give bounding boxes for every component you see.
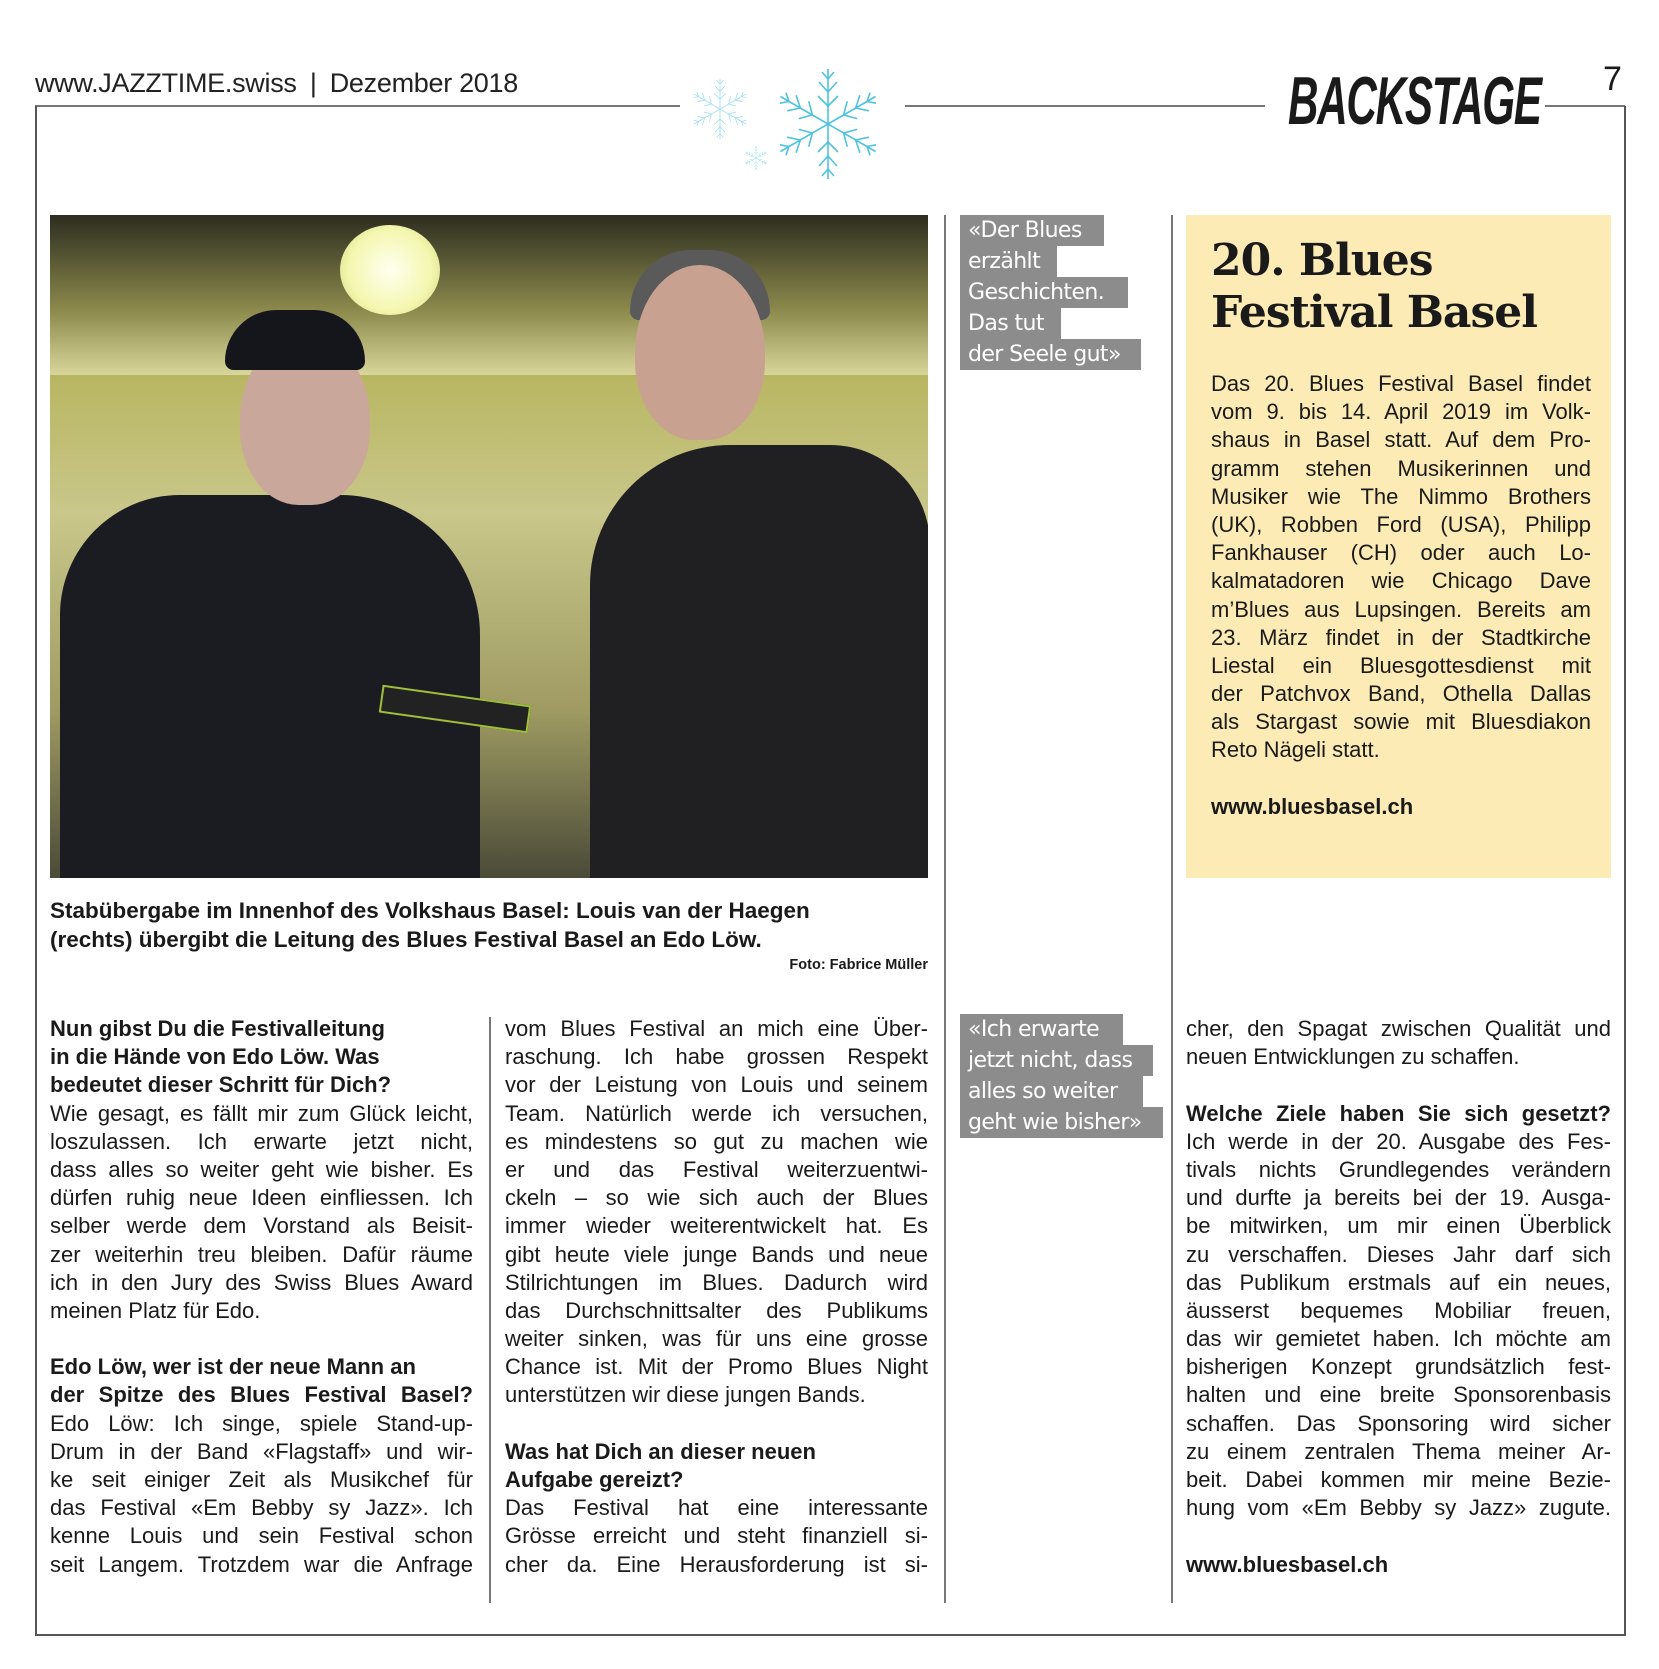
- text-line: äusserst bequemes Mobiliar freuen,: [1186, 1297, 1611, 1323]
- text-line: als Stargast sowie mit Bluesdiakon: [1211, 709, 1591, 735]
- text-line: Chance ist. Mit der Promo Blues Night: [505, 1354, 928, 1380]
- text-line: raschung. Ich habe grossen Respekt: [505, 1044, 928, 1070]
- text-line: der Patchvox Band, Othella Dallas: [1211, 681, 1591, 707]
- photo-caption: Stabübergabe im Innenhof des Volkshaus Basel: Louis van der Haegen (rechts) übergibt die Leitung des Blues Festival Basel an Edo Löw.: [50, 898, 810, 952]
- article-column-3: [1186, 1015, 1611, 1579]
- text-line: das Durchschnittsalter des Publikums: [505, 1297, 928, 1323]
- text-line: (UK), Robben Ford (USA), Philipp: [1211, 511, 1591, 537]
- text-line: Stilrichtungen im Blues. Dadurch wird: [505, 1269, 928, 1295]
- paragraph-gap: [1211, 765, 1591, 793]
- header-rule-middle: [905, 105, 1265, 107]
- text-line: tivals nichts Grundlegendes verändern: [1186, 1156, 1611, 1182]
- text-line: Das 20. Blues Festival Basel findet: [1211, 371, 1591, 396]
- text-line: shaus in Basel statt. Auf dem Pro-: [1211, 427, 1591, 453]
- text-line: Edo Löw: Ich singe, spiele Stand-up-: [50, 1410, 473, 1436]
- frame-left: [35, 106, 37, 1636]
- photo-credit: Foto: Fabrice Müller: [789, 957, 928, 973]
- paragraph-gap: [50, 1325, 473, 1353]
- text-line: m’Blues aus Lupsingen. Bereits am: [1211, 596, 1591, 622]
- heading-line: bedeutet dieser Schritt für Dich?: [50, 1072, 392, 1098]
- text-line: er und das Festival weiterzuentwi-: [505, 1156, 928, 1182]
- article-column-1: [50, 1015, 473, 1579]
- text-line: Ich werde in der 20. Ausgabe des Fes-: [1186, 1128, 1611, 1154]
- heading-line: Aufgabe gereizt?: [505, 1467, 684, 1492]
- frame-bottom: [35, 1634, 1626, 1636]
- text-line: kalmatadoren wie Chicago Dave: [1211, 568, 1591, 594]
- text-line: Reto Nägeli statt.: [1211, 737, 1380, 763]
- text-line: kenne Louis und sein Festival schon: [50, 1523, 473, 1549]
- text-line: cher, den Spagat zwischen Qualität und: [1186, 1016, 1611, 1041]
- text-line: gramm stehen Musikerinnen und: [1211, 455, 1591, 481]
- text-line: Team. Natürlich werde ich versuchen,: [505, 1100, 928, 1126]
- text-line: und durfte ja bereits bei der 19. Ausga-: [1186, 1185, 1611, 1211]
- text-line: vom Blues Festival an mich eine Über-: [505, 1016, 928, 1041]
- header-separator: |: [309, 68, 317, 98]
- text-line: beit. Dabei kommen mir meine Bezie-: [1186, 1467, 1611, 1492]
- text-line: Musiker wie The Nimmo Brothers: [1211, 483, 1591, 509]
- heading-line: Nun gibst Du die Festivalleitung: [50, 1016, 385, 1041]
- text-line: loszulassen. Ich erwarte jetzt nicht,: [50, 1128, 473, 1154]
- festival-link[interactable]: www.bluesbasel.ch: [1211, 793, 1414, 819]
- site-url[interactable]: www.JAZZTIME.swiss: [35, 68, 297, 98]
- text-line: dass alles so weiter geht wie bisher. Es: [50, 1156, 473, 1182]
- issue-date: Dezember 2018: [329, 68, 518, 98]
- text-line: schaffen. Das Sponsoring wird sicher: [1186, 1410, 1611, 1436]
- column-divider: [944, 215, 946, 1603]
- info-box: [1186, 215, 1611, 878]
- text-line: hung vom «Em Bebby sy Jazz» zugute.: [1186, 1495, 1611, 1521]
- text-line: das Festival «Em Bebby sy Jazz». Ich: [50, 1495, 473, 1521]
- heading-line: der Spitze des Blues Festival Basel?: [50, 1382, 473, 1408]
- article-column-2: [505, 1015, 928, 1579]
- text-line: ckeln – so wie sich auch der Blues: [505, 1185, 928, 1211]
- heading-line: Welche Ziele haben Sie sich gesetzt?: [1186, 1100, 1611, 1126]
- text-line: zu einem zentralen Thema meiner Ar-: [1186, 1438, 1611, 1464]
- text-line: dürfen ruhig neue Ideen einfliessen. Ich: [50, 1185, 473, 1211]
- header-rule-left: [35, 105, 680, 107]
- text-line: das Publikum erstmals auf ein neues,: [1186, 1269, 1611, 1295]
- text-line: cher da. Eine Herausforderung ist si-: [505, 1551, 928, 1577]
- text-line: vor der Leistung von Louis und seinem: [505, 1072, 928, 1098]
- text-line: Grösse erreicht und steht finanziell si-: [505, 1523, 928, 1549]
- page-number: 7: [1603, 60, 1622, 98]
- paragraph-gap: [1186, 1522, 1611, 1550]
- text-line: gibt heute viele junge Bands und neue: [505, 1241, 928, 1267]
- text-line: selber werde dem Vorstand als Beisit-: [50, 1213, 473, 1239]
- text-line: 23. März findet in der Stadtkirche: [1211, 624, 1591, 650]
- info-box-body: [1211, 370, 1591, 821]
- text-line: ich in den Jury des Swiss Blues Award: [50, 1269, 473, 1295]
- section-title: BACKSTAGE: [1288, 63, 1541, 139]
- text-line: halten und eine breite Sponsorenbasis: [1186, 1382, 1611, 1408]
- frame-right: [1624, 106, 1626, 1636]
- header-line: [35, 68, 518, 99]
- text-line: zu verschaffen. Dieses Jahr darf sich: [1186, 1241, 1611, 1267]
- text-line: immer wieder weiterentwickelt hat. Es: [505, 1213, 928, 1239]
- text-line: zer weiterhin treu bleiben. Dafür räume: [50, 1241, 473, 1267]
- text-line: Wie gesagt, es fällt mir zum Glück leicht,: [50, 1100, 473, 1126]
- column-divider: [1171, 215, 1173, 1603]
- heading-line: in die Hände von Edo Löw. Was: [50, 1044, 380, 1070]
- article-photo: [50, 215, 928, 878]
- text-line: das wir gemietet haben. Ich möchte am: [1186, 1326, 1611, 1352]
- text-line: seit Langem. Trotzdem war die Anfrage: [50, 1551, 473, 1577]
- text-line: Drum in der Band «Flagstaff» und wir-: [50, 1438, 473, 1464]
- text-line: vom 9. bis 14. April 2019 im Volk-: [1211, 399, 1591, 425]
- text-line: Das Festival hat eine interessante: [505, 1495, 928, 1521]
- header-rule-right: [1545, 105, 1625, 107]
- text-line: meinen Platz für Edo.: [50, 1297, 261, 1323]
- info-box-title: 20. Blues Festival Basel: [1211, 235, 1537, 338]
- text-line: es mindestens so gut zu machen wie: [505, 1128, 928, 1154]
- text-line: unterstützen wir diese jungen Bands.: [505, 1382, 866, 1408]
- paragraph-gap: [1186, 1071, 1611, 1099]
- heading-line[interactable]: www.bluesbasel.ch: [1186, 1551, 1389, 1577]
- pull-quote: «Der Blues erzählt Geschichten. Das tut der Seele gut»: [960, 215, 1141, 370]
- column-divider: [489, 1017, 491, 1603]
- text-line: weiter sinken, was für uns eine grosse: [505, 1326, 928, 1352]
- paragraph-gap: [505, 1410, 928, 1438]
- pull-quote: «Ich erwarte jetzt nicht, dass alles so weiter geht wie bisher»: [960, 1014, 1163, 1138]
- text-line: be mitwirken, um mir einen Überblick: [1186, 1213, 1611, 1239]
- heading-line: Edo Löw, wer ist der neue Mann an: [50, 1354, 416, 1380]
- snowflake-icon: [680, 62, 900, 192]
- text-line: bisherigen Konzept grundsätzlich fest-: [1186, 1354, 1611, 1380]
- text-line: neuen Entwicklungen zu schaffen.: [1186, 1044, 1520, 1070]
- text-line: Liestal ein Bluesgottesdienst mit: [1211, 652, 1591, 678]
- text-line: Fankhauser (CH) oder auch Lo-: [1211, 540, 1591, 566]
- heading-line: Was hat Dich an dieser neuen: [505, 1438, 816, 1464]
- text-line: ke seit einiger Zeit als Musikchef für: [50, 1467, 473, 1492]
